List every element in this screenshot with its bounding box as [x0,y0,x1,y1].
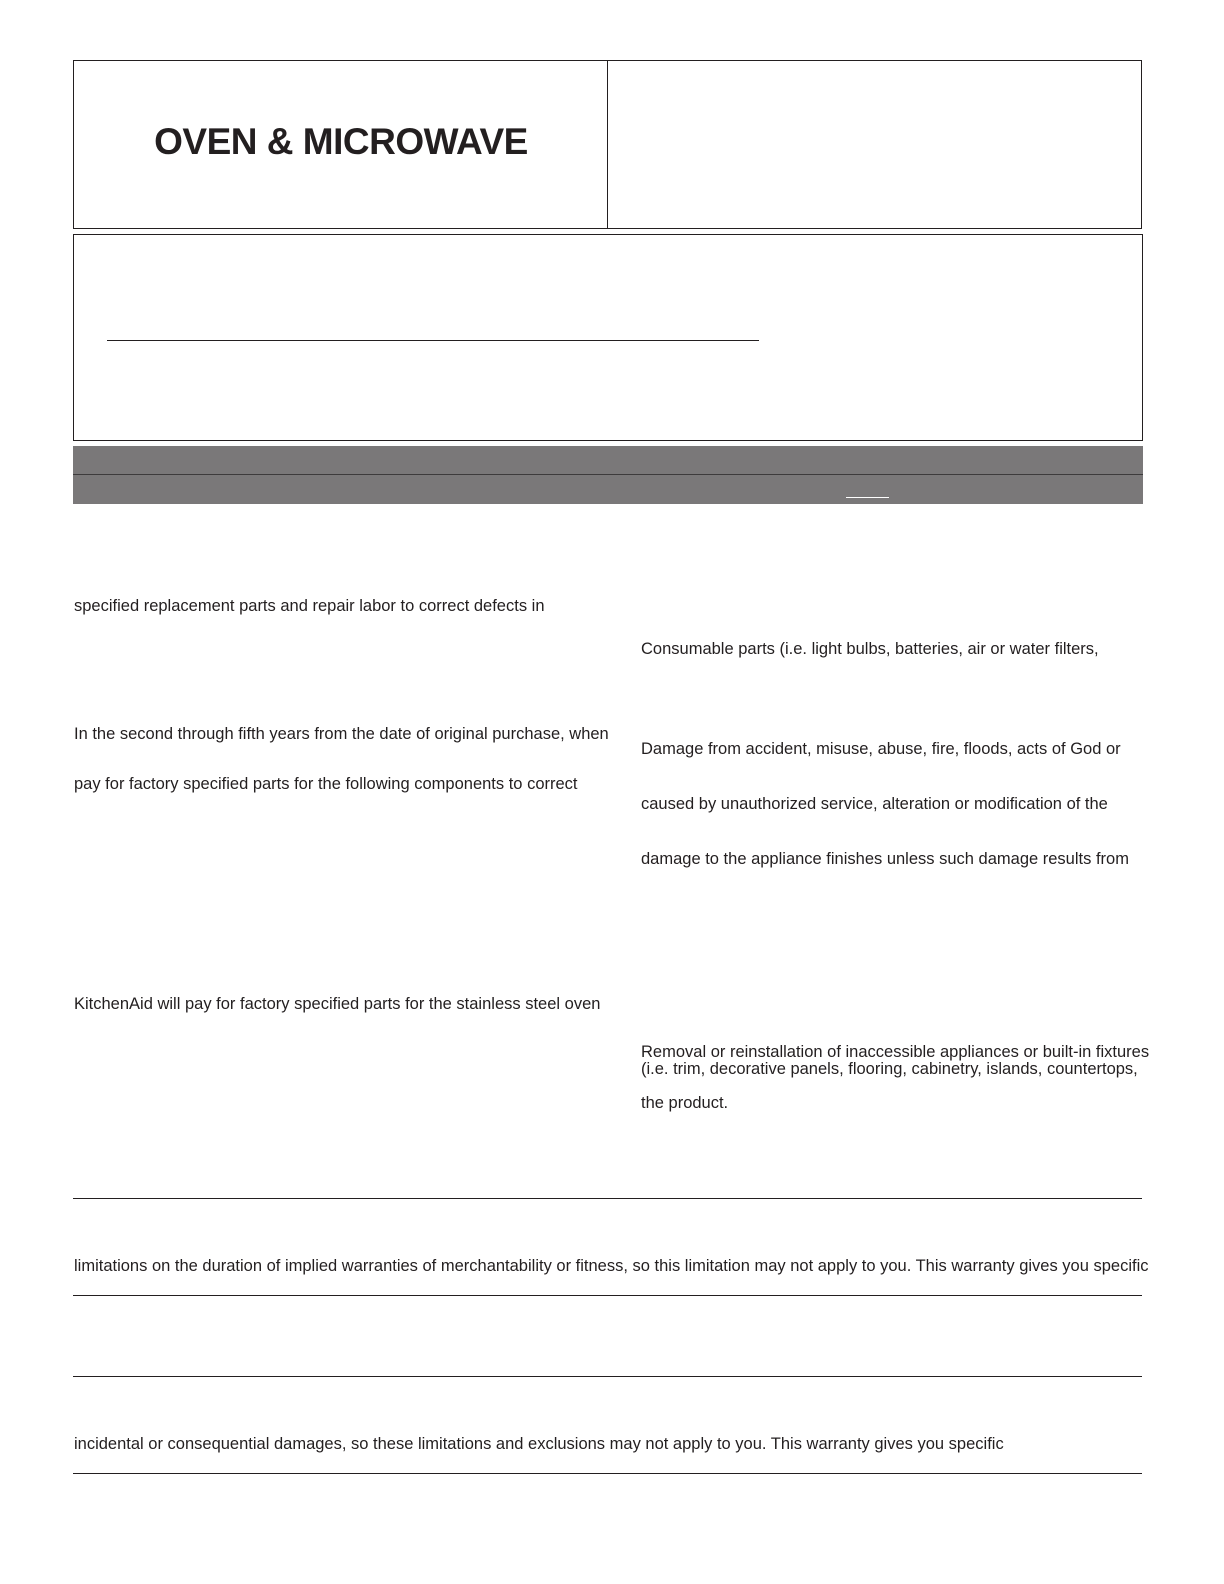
right-text-line: the product. [641,1094,729,1112]
left-text-line: KitchenAid will pay for factory specified parts for the stainless steel oven [74,995,601,1013]
section-divider [73,1295,1142,1296]
right-text-line: damage to the appliance finishes unless such damage results from [641,850,1129,868]
right-text-line: caused by unauthorized service, alteration or modification of the [641,795,1108,813]
band-underline-mark [846,497,889,498]
warranty-header-band [73,446,1143,474]
left-text-line: In the second through fifth years from the date of original purchase, when [74,725,609,743]
right-text-line: (i.e. trim, decorative panels, flooring, cabinetry, islands, countertops, [641,1060,1138,1078]
signature-line [107,340,759,341]
warranty-subheader-band [73,475,1143,504]
left-text-line: pay for factory specified parts for the following components to correct [74,775,578,793]
section-divider [73,1473,1142,1474]
section-divider [73,1376,1142,1377]
left-text-line: specified replacement parts and repair labor to correct defects in [74,597,545,615]
right-text-line: Removal or reinstallation of inaccessible appliances or built-in fixtures [641,1043,1150,1061]
owner-info-box [73,234,1143,441]
logo-box [607,60,1142,229]
damages-disclaimer: incidental or consequential damages, so these limitations and exclusions may not apply to you. This warranty gives you specific [74,1435,1004,1453]
band-divider [73,474,1143,475]
page-title: OVEN & MICROWAVE [154,121,528,162]
right-text-line: Damage from accident, misuse, abuse, fire, floods, acts of God or [641,740,1121,758]
right-text-line: Consumable parts (i.e. light bulbs, batteries, air or water filters, [641,640,1099,658]
section-divider [73,1198,1142,1199]
title-box [73,60,608,229]
implied-warranty-disclaimer: limitations on the duration of implied warranties of merchantability or fitness, so this limitation may not apply to you. This warranty gives you specific [74,1257,1149,1275]
